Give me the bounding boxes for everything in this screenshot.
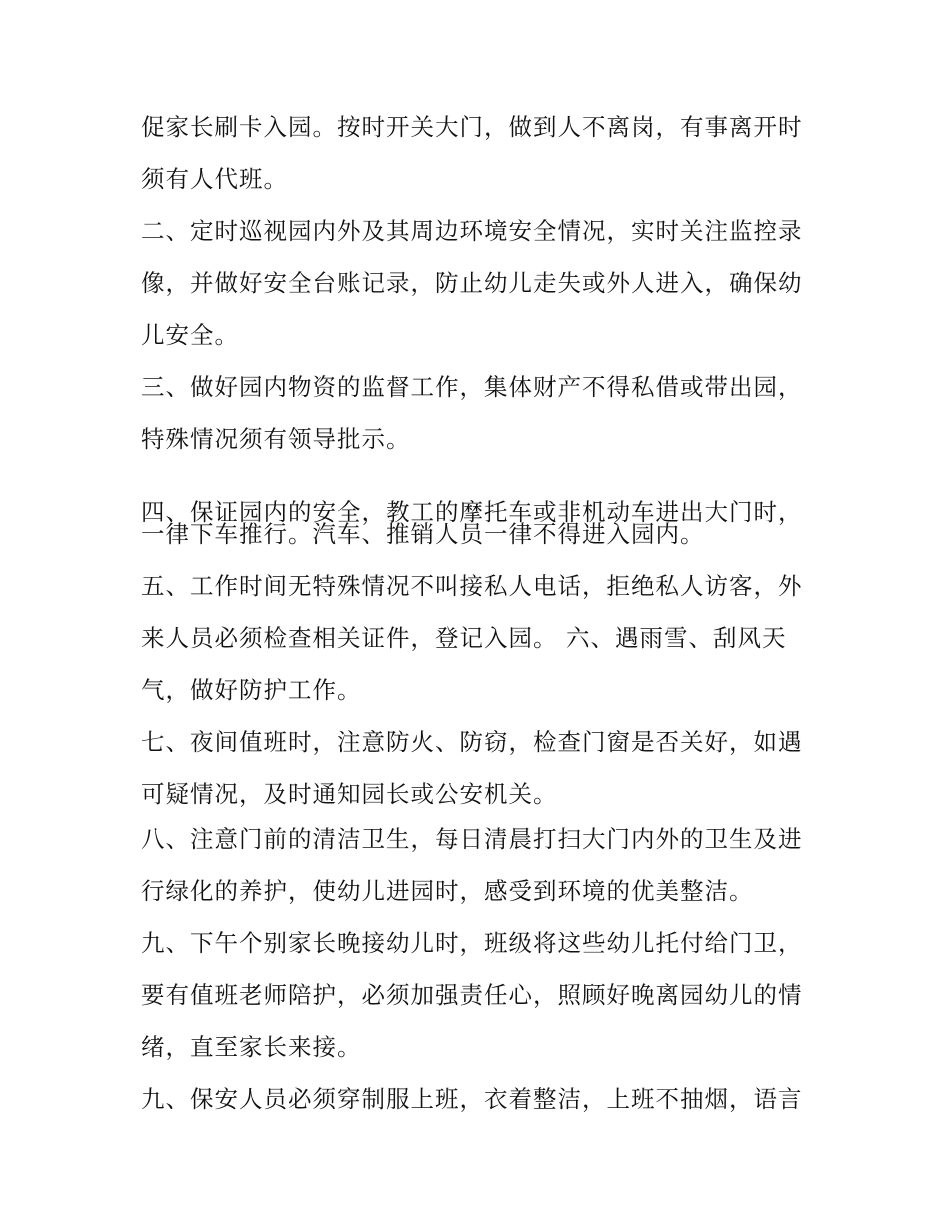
text-line: 五、工作时间无特殊情况不叫接私人电话，拒绝私人访客，外: [141, 572, 803, 600]
text-line: 行绿化的养护，使幼儿进园时，感受到环境的优美整洁。: [141, 877, 754, 905]
text-line: 七、夜间值班时，注意防火、防窃，检查门窗是否关好，如遇: [141, 728, 803, 756]
text-line: 来人员必须检查相关证件，登记入园。 六、遇雨雪、刮风天: [141, 624, 787, 652]
text-line: 须有人代班。: [141, 165, 288, 193]
text-line: 促家长刷卡入园。按时开关大门，做到人不离岗，有事离开时: [141, 113, 803, 141]
text-line: 儿安全。: [141, 321, 239, 349]
text-line: 九、下午个别家长晚接幼儿时，班级将这些幼儿托付给门卫，: [141, 929, 803, 957]
text-line: 气，做好防护工作。: [141, 676, 362, 704]
text-line: 九、保安人员必须穿制服上班，衣着整洁，上班不抽烟，语言: [141, 1085, 803, 1113]
text-line: 二、定时巡视园内外及其周边环境安全情况，实时关注监控录: [141, 217, 803, 245]
text-line: 三、做好园内物资的监督工作，集体财产不得私借或带出园，: [141, 373, 803, 401]
text-line: 要有值班老师陪护，必须加强责任心，照顾好晚离园幼儿的情: [141, 981, 803, 1009]
text-line: 绪，直至家长来接。: [141, 1033, 362, 1061]
text-line: 像，并做好安全台账记录，防止幼儿走失或外人进入，确保幼: [141, 269, 803, 297]
text-line: 八、注意门前的清洁卫生，每日清晨打扫大门内外的卫生及进: [141, 825, 803, 853]
text-line: 一律下车推行。汽车、推销人员一律不得进入园内。: [141, 520, 705, 548]
text-line: 四、保证园内的安全，教工的摩托车或非机动车进出大门时，: [141, 498, 803, 526]
text-line: 可疑情况，及时通知园长或公安机关。: [141, 780, 558, 808]
text-line: 特殊情况须有领导批示。: [141, 425, 411, 453]
